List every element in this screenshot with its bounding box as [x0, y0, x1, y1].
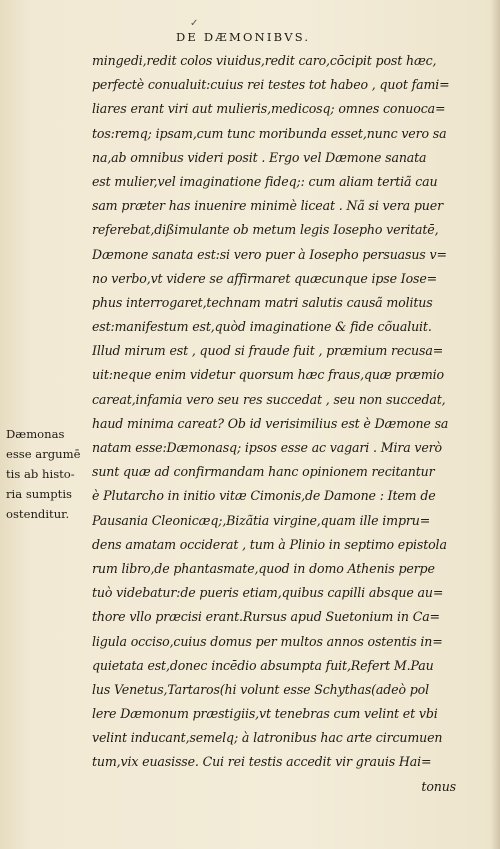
- text-line: rum libro,de phantasmate,quod in domo Athenis perpe: [92, 560, 435, 576]
- text-line: sunt quæ ad confirmandam hanc opinionem recitantur: [92, 464, 435, 480]
- text-line: na,ab omnibus videri posit . Ergo vel Dæmone sanata: [92, 149, 427, 165]
- running-header: [176, 18, 376, 44]
- marginal-note-line: Dæmonas: [6, 427, 65, 441]
- catchword: tonus: [421, 778, 456, 794]
- text-line: careat,infamia vero seu res succedat , seu non succedat,: [92, 391, 446, 407]
- text-line: tum,vix euasisse. Cui rei testis accedit vir grauis Hai=: [92, 754, 432, 770]
- text-line: haud minima careat? Ob id verisimilius est è Dæmone sa: [92, 415, 449, 431]
- text-line: natam esse:Dæmonasq; ipsos esse ac vagari . Mira verò: [92, 440, 442, 455]
- marginal-note-line: ria sumptis: [6, 487, 72, 501]
- text-line: lus Venetus,Tartaros(hi volunt esse Schythas(adeò pol: [92, 681, 429, 697]
- text-line: thore vllo præcisi erant.Rursus apud Suetonium in Ca=: [92, 609, 440, 625]
- running-title: DE DÆMONIBVS.: [176, 30, 311, 44]
- text-line: tos:remq; ipsam,cum tunc moribunda esset,nunc vero sa: [92, 125, 447, 141]
- marginal-note-line: tis ab histo-: [6, 467, 75, 481]
- text-line: no verbo,vt videre se affirmaret quæcunque ipse Iose=: [92, 270, 438, 286]
- text-line: sam præter has inuenire minimè liceat . Nã si vera puer: [92, 198, 443, 214]
- text-line: Pausania Cleonicæq;,Bizãtia virgine,quam ille impru=: [92, 512, 431, 528]
- text-line: perfectè conualuit:cuius rei testes tot habeo , quot fami=: [92, 77, 450, 93]
- main-text-block: [92, 49, 462, 799]
- text-line: è Plutarcho in initio vitæ Cimonis,de Damone : Item de: [92, 488, 436, 504]
- text-line: liares erant viri aut mulieris,medicosq; omnes conuoca=: [92, 101, 446, 117]
- page-edge-shadow: [490, 0, 500, 849]
- text-line: referebat,dißimulante ob metum legis Iosepho veritatē,: [92, 222, 439, 238]
- text-line: est:manifestum est,quòd imaginatione & fide cõualuit.: [92, 319, 432, 335]
- text-line: est mulier,vel imaginatione fideq;: cum aliam tertiã cau: [92, 173, 438, 189]
- marginal-note-line: esse argumē: [6, 447, 81, 461]
- check-mark: ✓: [190, 18, 201, 29]
- text-line: mingedi,redit colos viuidus,redit caro,cōcipit post hæc,: [92, 53, 437, 68]
- text-line: lere Dæmonum præstigiis,vt tenebras cum velint et vbi: [92, 706, 438, 722]
- marginal-note: [6, 424, 90, 524]
- text-line: velint inducant,semelq; à latronibus hac arte circumuen: [92, 730, 443, 746]
- marginal-note-line: ostenditur.: [6, 507, 70, 521]
- text-line: quietata est,donec incēdio absumpta fuit,Refert M.Pau: [92, 657, 434, 673]
- text-line: tuò videbatur:de pueris etiam,quibus capilli absque au=: [92, 585, 444, 601]
- text-line: phus interrogaret,technam matri salutis causã molitus: [92, 294, 433, 310]
- text-line: dens amatam occiderat , tum à Plinio in septimo epistola: [92, 536, 447, 552]
- text-line: Illud mirum est , quod si fraude fuit , præmium recusa=: [92, 343, 444, 359]
- text-line: ligula occiso,cuius domus per multos annos ostentis in=: [92, 633, 443, 649]
- text-line: uit:neque enim videtur quorsum hæc fraus,quæ præmio: [92, 367, 444, 383]
- text-line: Dæmone sanata est:si vero puer à Iosepho persuasus v=: [92, 246, 447, 262]
